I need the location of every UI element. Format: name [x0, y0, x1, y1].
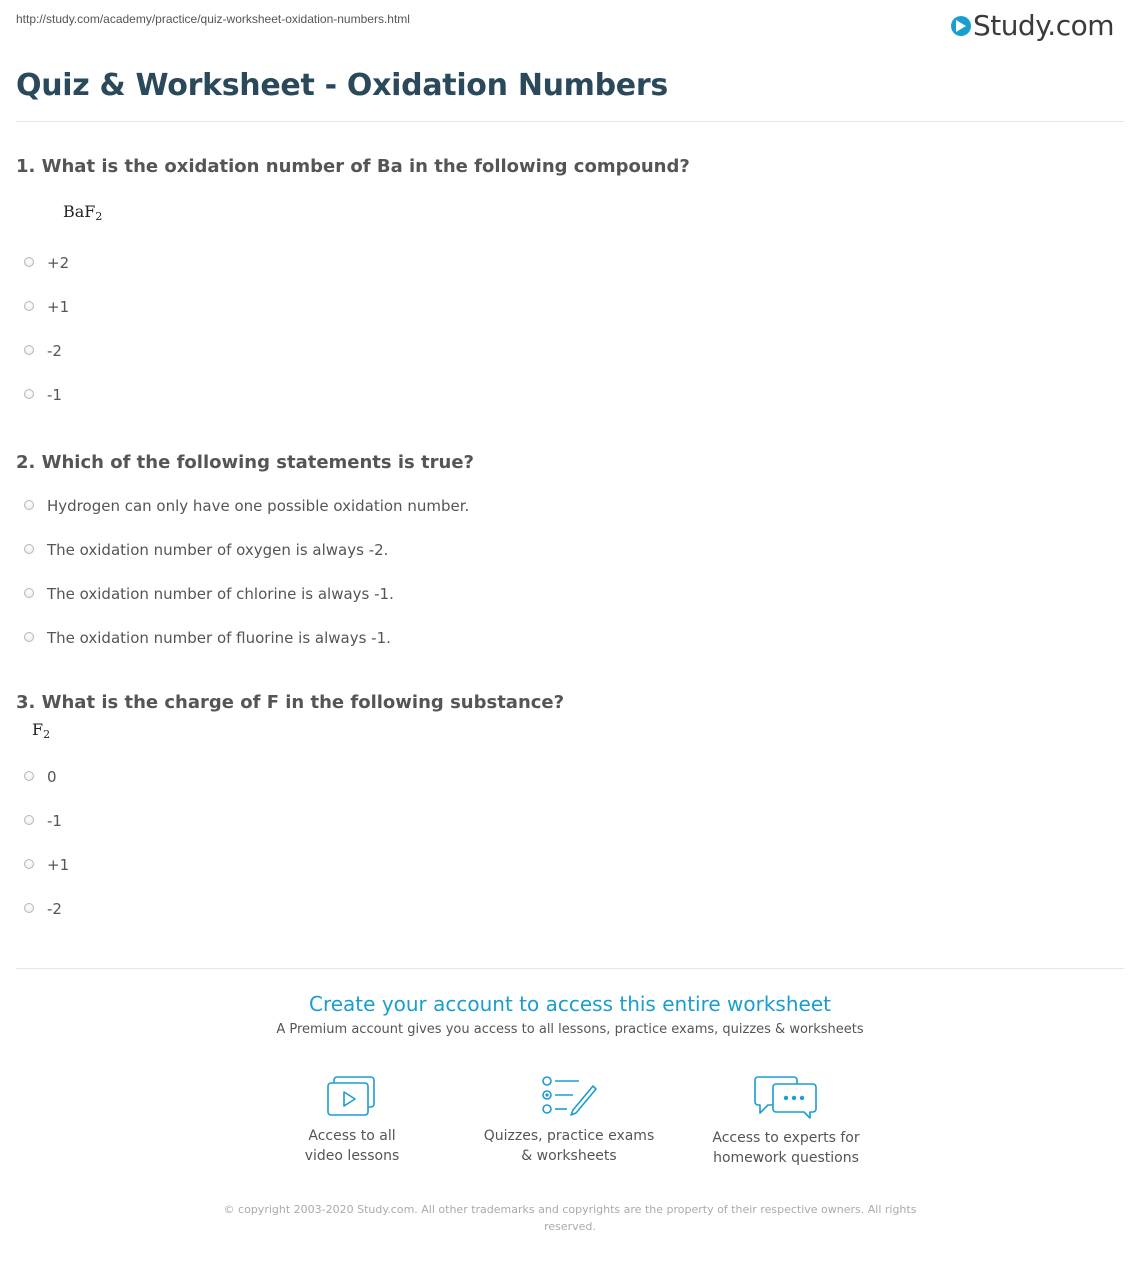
title-divider [16, 121, 1124, 122]
answer-option[interactable] [16, 855, 1124, 899]
logo-text: Study.com [972, 8, 1114, 42]
radio-button[interactable] [24, 544, 34, 554]
answer-options [16, 253, 1124, 429]
answer-option[interactable] [16, 811, 1124, 855]
answer-option[interactable] [16, 584, 1124, 628]
option-label[interactable]: +2 [47, 254, 70, 272]
premium-description: A Premium account gives you access to all lessons, practice exams, quizzes & worksheets [276, 1022, 864, 1037]
radio-button[interactable] [24, 771, 34, 781]
page-title: Quiz & Worksheet - Oxidation Numbers [16, 68, 668, 103]
question-title: 1. What is the oxidation number of Ba in the following compound? [16, 156, 690, 177]
chat-bubbles-icon [754, 1074, 818, 1120]
radio-button[interactable] [24, 389, 34, 399]
option-label[interactable]: The oxidation number of fluorine is always -1. [47, 629, 391, 647]
radio-button[interactable] [24, 903, 34, 913]
option-label[interactable]: -1 [47, 386, 62, 404]
question-title: 3. What is the charge of F in the following substance? [16, 692, 565, 713]
radio-button[interactable] [24, 257, 34, 267]
play-circle-icon [951, 16, 971, 36]
radio-button[interactable] [24, 500, 34, 510]
radio-button[interactable] [24, 588, 34, 598]
option-label[interactable]: +1 [47, 856, 70, 874]
chemical-formula [63, 202, 1124, 224]
question-title: 2. Which of the following statements is true? [16, 452, 474, 473]
answer-option[interactable] [16, 297, 1124, 341]
answer-option[interactable] [16, 899, 1124, 943]
page-url: http://study.com/academy/practice/quiz-worksheet-oxidation-numbers.html [16, 12, 410, 26]
feature-video-lessons [252, 1074, 452, 1166]
quiz-checklist-icon [541, 1074, 597, 1118]
answer-option[interactable] [16, 496, 1124, 540]
option-label[interactable]: The oxidation number of oxygen is always -2. [47, 541, 389, 559]
option-label[interactable]: +1 [47, 298, 70, 316]
answer-option[interactable] [16, 767, 1124, 811]
option-label[interactable]: 0 [47, 768, 57, 786]
radio-button[interactable] [24, 815, 34, 825]
radio-button[interactable] [24, 632, 34, 642]
radio-button[interactable] [24, 859, 34, 869]
answer-option[interactable] [16, 540, 1124, 584]
formula-subscript: 2 [43, 728, 51, 741]
question-3 [16, 690, 1124, 943]
option-label[interactable]: -2 [47, 342, 62, 360]
answer-option[interactable] [16, 628, 1124, 672]
radio-button[interactable] [24, 345, 34, 355]
formula-base: BaF [63, 202, 96, 221]
copyright-notice: © copyright 2003-2020 Study.com. All other trademarks and copyrights are the property of their respective owners. All rights reserved. [223, 1203, 917, 1233]
chemical-formula [32, 720, 1124, 742]
radio-button[interactable] [24, 301, 34, 311]
formula-subscript: 2 [95, 210, 103, 223]
formula-base: F [32, 720, 44, 739]
feature-label: Access to experts for homework questions [712, 1130, 860, 1166]
answer-options [16, 496, 1124, 672]
option-label[interactable]: -2 [47, 900, 62, 918]
answer-option[interactable] [16, 341, 1124, 385]
feature-quizzes [469, 1074, 669, 1166]
answer-option[interactable] [16, 385, 1124, 429]
option-label[interactable]: The oxidation number of chlorine is always -1. [47, 585, 394, 603]
create-account-link[interactable]: Create your account to access this entire worksheet [309, 992, 831, 1016]
answer-options [16, 767, 1124, 943]
cta-divider [16, 968, 1124, 969]
answer-option[interactable] [16, 253, 1124, 297]
question-1 [16, 154, 1124, 429]
option-label[interactable]: -1 [47, 812, 62, 830]
option-label[interactable]: Hydrogen can only have one possible oxidation number. [47, 497, 470, 515]
feature-experts [686, 1074, 886, 1168]
study-logo[interactable] [951, 8, 1114, 42]
question-2 [16, 450, 1124, 672]
video-lessons-icon [326, 1074, 378, 1118]
feature-label: Quizzes, practice exams & worksheets [483, 1128, 655, 1164]
feature-label: Access to all video lessons [304, 1128, 400, 1164]
